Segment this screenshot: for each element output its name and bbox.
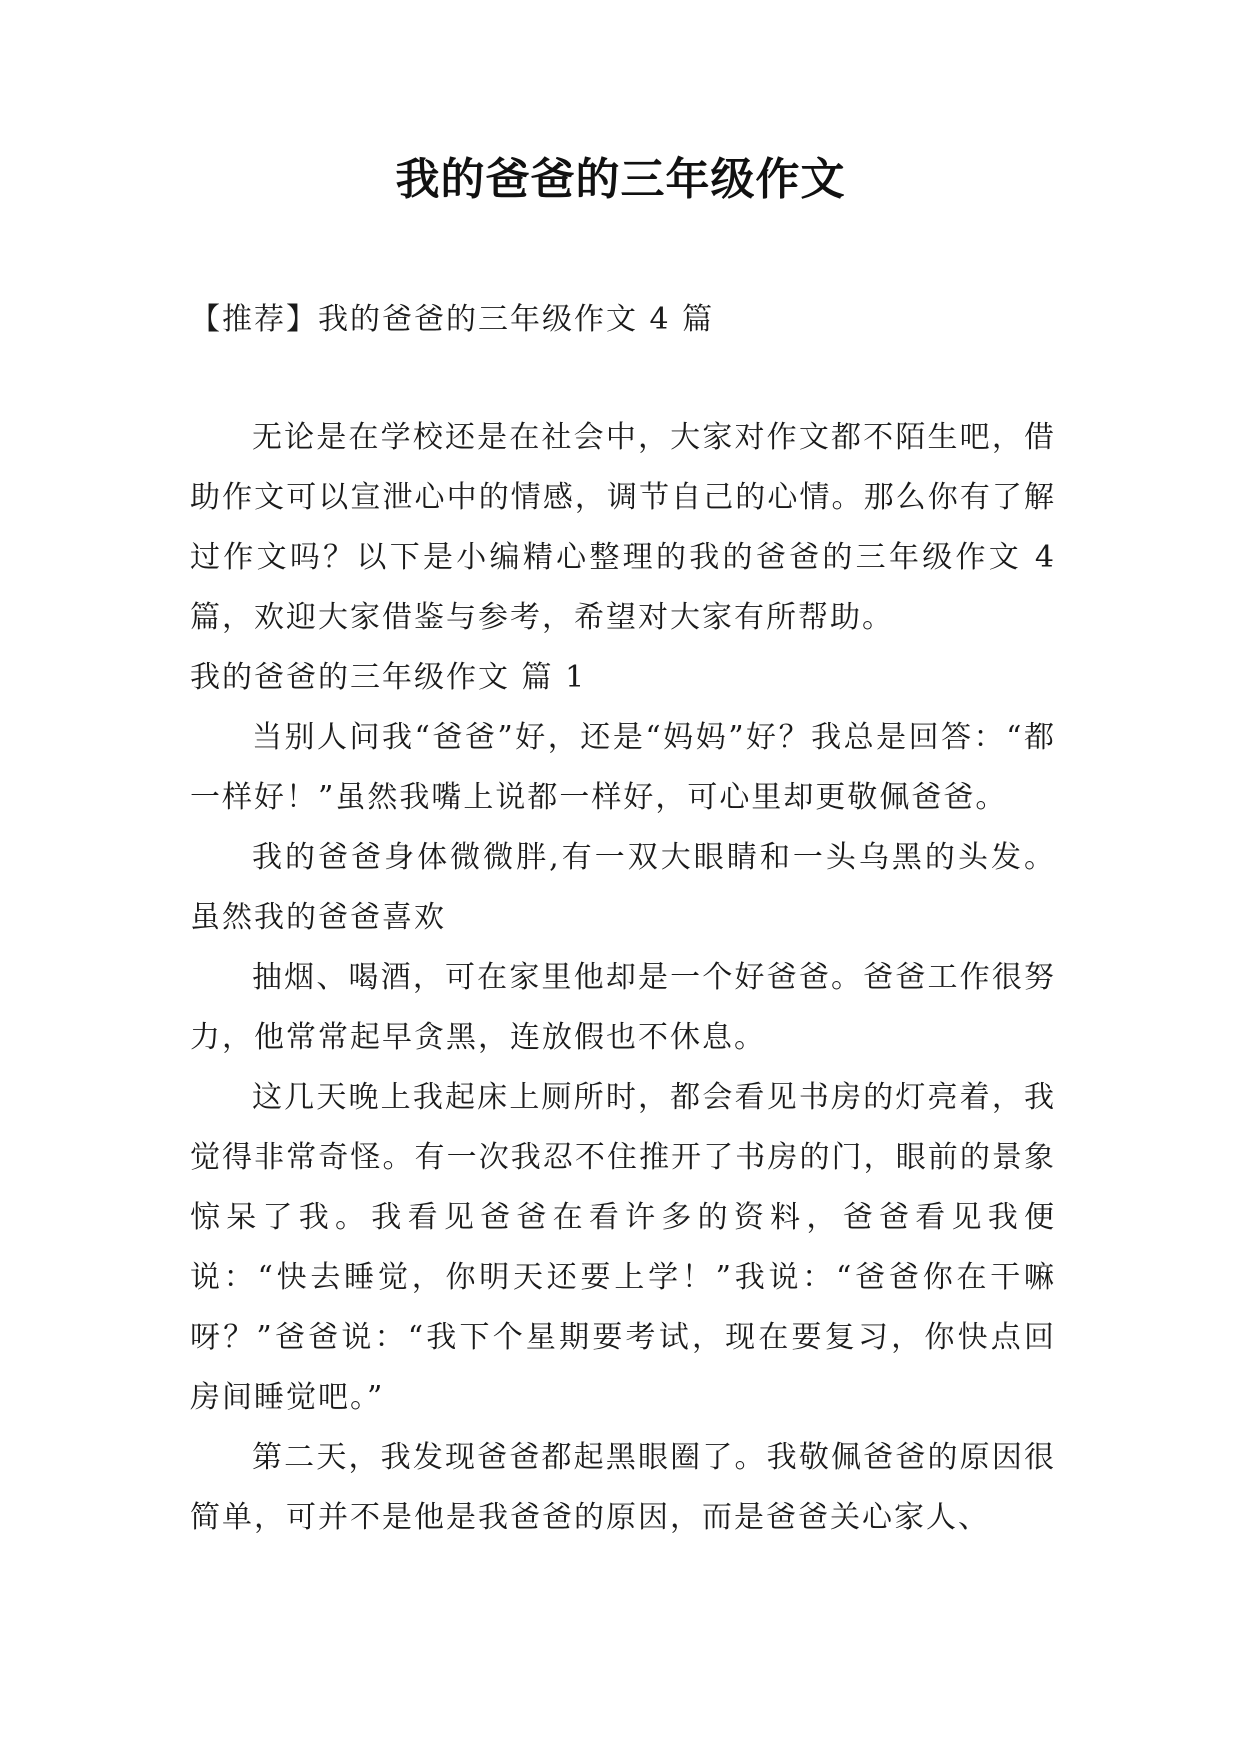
page-title: 我的爸爸的三年级作文 [395, 154, 846, 205]
document-subtitle: 【推荐】我的爸爸的三年级作文 4 篇 [190, 302, 715, 337]
document-body [190, 290, 1056, 1548]
body-paragraph-2: 我的爸爸身体微微胖,有一双大眼睛和一头乌黑的头发。虽然我的爸爸喜欢 [190, 840, 1056, 935]
intro-paragraph: 无论是在学校还是在社会中，大家对作文都不陌生吧，借助作文可以宣泄心中的情感，调节自己的心情。那么你有了解过作文吗？以下是小编精心整理的我的爸爸的三年级作文 4 篇，欢迎大家借鉴与参考，希望对大家有所帮助。 [190, 420, 1056, 635]
section-heading: 我的爸爸的三年级作文 篇 1 [190, 660, 587, 695]
body-paragraph-1: 当别人问我“爸爸”好，还是“妈妈”好？我总是回答：“都一样好！”虽然我嘴上说都一样好，可心里却更敬佩爸爸。 [190, 720, 1056, 815]
body-paragraph-5: 第二天，我发现爸爸都起黑眼圈了。我敬佩爸爸的原因很简单，可并不是他是我爸爸的原因，而是爸爸关心家人、 [190, 1440, 1056, 1535]
body-paragraph-4: 这几天晚上我起床上厕所时，都会看见书房的灯亮着，我觉得非常奇怪。有一次我忍不住推开了书房的门，眼前的景象惊呆了我。我看见爸爸在看许多的资料，爸爸看见我便说：“快去睡觉，你明天还要上学！”我说：“爸爸你在干嘛呀？”爸爸说：“我下个星期要考试，现在要复习，你快点回房间睡觉吧。” [190, 1080, 1056, 1415]
body-paragraph-3: 抽烟、喝酒，可在家里他却是一个好爸爸。爸爸工作很努力，他常常起早贪黑，连放假也不休息。 [190, 960, 1056, 1055]
